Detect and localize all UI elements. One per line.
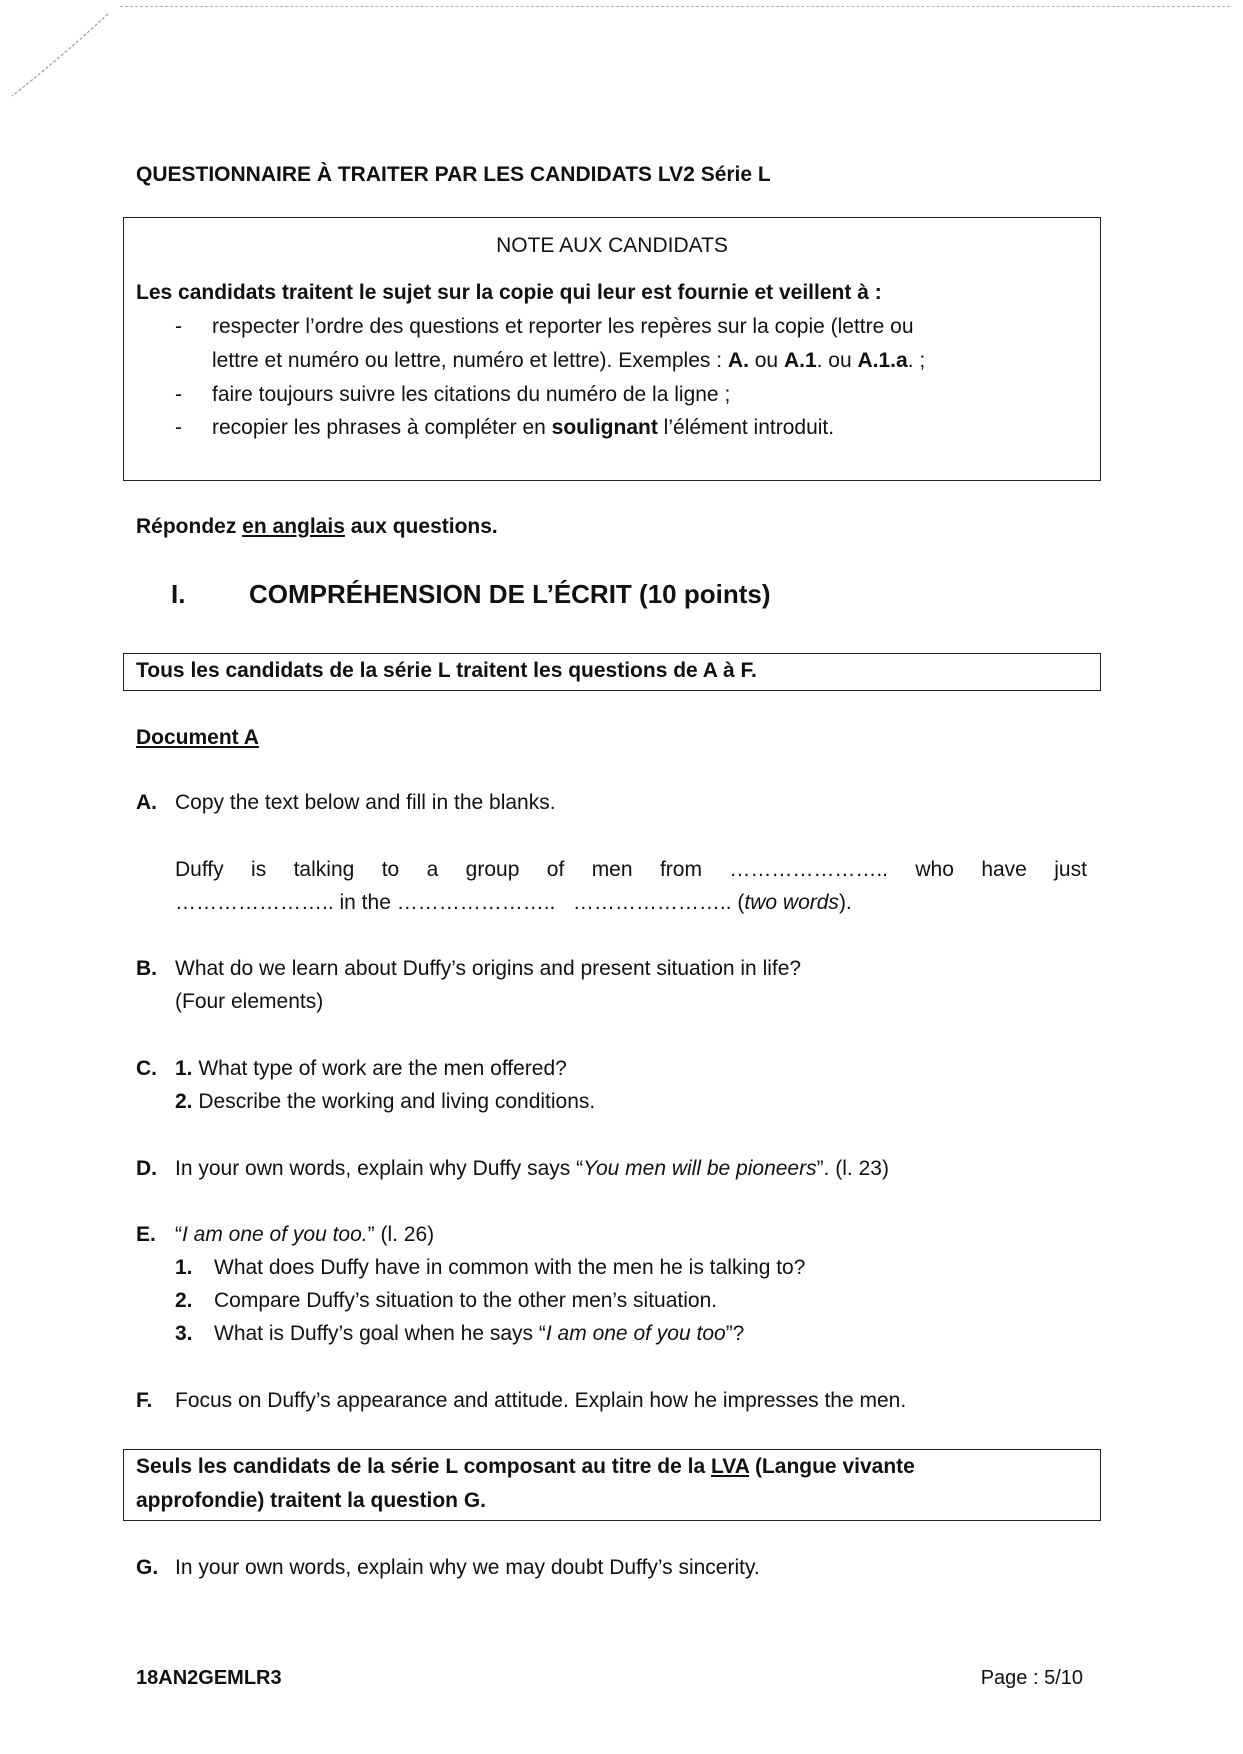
example-a1: A.1 [783, 349, 817, 372]
question-a-fill-line-1 [175, 855, 1087, 884]
question-c2 [175, 1087, 595, 1116]
fill-word: men [591, 858, 633, 881]
question-c1-number: 1. [175, 1057, 193, 1080]
note-item-3-bullet: - [175, 416, 182, 439]
fill-blank: ………………….. in the ………………….. [175, 891, 556, 914]
question-c-letter: C. [136, 1057, 157, 1080]
question-c2-number: 2. [175, 1090, 193, 1113]
question-e2-text: Compare Duffy’s situation to the other men’s situation. [214, 1289, 718, 1312]
note-intro: Les candidats traitent le sujet sur la copie qui leur est fournie et veillent à : [136, 281, 882, 304]
question-a-fill-line-2 [175, 888, 852, 917]
example-a: A. [727, 349, 749, 372]
question-f-text: Focus on Duffy’s appearance and attitude. Explain how he impresses the men. [175, 1389, 907, 1412]
question-d-pre: In your own words, explain why Duffy says “ [175, 1157, 584, 1180]
fill-word: talking [293, 858, 355, 881]
question-e2-number-wrap [175, 1286, 193, 1315]
section-title: COMPRÉHENSION DE L’ÉCRIT (10 points) [249, 579, 771, 609]
question-d-post: ”. (l. 23) [816, 1157, 889, 1180]
note-item-1-end: . ; [907, 349, 926, 372]
question-d-quote: You men will be pioneers [583, 1157, 817, 1180]
scan-border-line [120, 6, 1230, 7]
quote-open: “ [175, 1223, 182, 1246]
note-item-2-bullet: - [175, 383, 182, 406]
fill-word: have [981, 858, 1027, 881]
fill-word: to [381, 858, 400, 881]
question-c2-text: Describe the working and living conditions. [192, 1090, 596, 1113]
note-item-1-line1: respecter l’ordre des questions et reporter les repères sur la copie (lettre ou [212, 315, 914, 338]
question-e3-pre: What is Duffy’s goal when he says “ [214, 1322, 546, 1345]
document-label: Document A [136, 726, 259, 749]
fill-end: ). [838, 891, 852, 914]
question-e3-text [214, 1319, 744, 1348]
note-item-1-ou2: . ou [816, 349, 858, 372]
instruction-post: aux questions. [344, 515, 498, 538]
note-title: NOTE AUX CANDIDATS [496, 234, 728, 257]
note-item-1-line2 [212, 346, 925, 375]
note-item-3-post: l’élément introduit. [657, 416, 835, 439]
question-e1-number: 1. [175, 1256, 193, 1279]
lva-abbrev: LVA [711, 1455, 750, 1478]
question-c1 [175, 1054, 567, 1083]
question-b-letter: B. [136, 957, 157, 980]
section-number: I. [171, 579, 186, 609]
question-b-line2: (Four elements) [175, 990, 324, 1013]
question-c1-text: What type of work are the men offered? [192, 1057, 567, 1080]
note-item-1-text: lettre et numéro ou lettre, numéro et lettre). Exemples : [212, 349, 728, 372]
example-a1a: A.1.a [857, 349, 908, 372]
fill-word: from [659, 858, 702, 881]
footer-code: 18AN2GEMLR3 [136, 1667, 282, 1689]
question-e2-number: 2. [175, 1289, 193, 1312]
question-g-text: In your own words, explain why we may doubt Duffy’s sincerity. [175, 1556, 760, 1579]
fill-word: of [546, 858, 565, 881]
question-e-letter: E. [136, 1223, 156, 1246]
all-candidates-text: Tous les candidats de la série L traitent les questions de A à F. [136, 659, 757, 682]
question-e3-number: 3. [175, 1322, 193, 1345]
question-e1-text: What does Duffy have in common with the men he is talking to? [214, 1256, 806, 1279]
footer-page-number: Page : 5/10 [980, 1667, 1083, 1689]
question-e3-number-wrap [175, 1319, 193, 1348]
fill-word: who [915, 858, 954, 881]
note-item-3-bold: soulignant [551, 416, 658, 439]
fill-hint: two words [744, 891, 839, 914]
fill-word: just [1054, 858, 1087, 881]
fill-blank: ………………….. [572, 891, 732, 914]
question-d-text [175, 1154, 889, 1183]
fill-word: Duffy [175, 858, 224, 881]
lva-post: (Langue vivante [749, 1455, 915, 1478]
note-item-1-ou: ou [748, 349, 784, 372]
quote-close: ” (l. 26) [367, 1223, 435, 1246]
question-g-letter: G. [136, 1556, 159, 1579]
question-e1-number-wrap [175, 1253, 193, 1282]
question-d-letter: D. [136, 1157, 157, 1180]
question-b-line1: What do we learn about Duffy’s origins and present situation in life? [175, 957, 802, 980]
fill-word: group [465, 858, 520, 881]
note-item-3-pre: recopier les phrases à compléter en [212, 416, 552, 439]
answer-instruction [136, 512, 498, 541]
question-a-text: Copy the text below and fill in the blanks. [175, 791, 556, 814]
note-item-3 [212, 413, 834, 442]
fill-word: a [426, 858, 439, 881]
lva-line1 [136, 1452, 915, 1481]
question-e3-post: ”? [725, 1322, 745, 1345]
note-item-2: faire toujours suivre les citations du numéro de la ligne ; [212, 383, 731, 406]
page-title: QUESTIONNAIRE À TRAITER PAR LES CANDIDATS LV2 Série L [136, 163, 771, 186]
fill-word: is [251, 858, 267, 881]
question-e3-quote: I am one of you too [545, 1322, 726, 1345]
lva-line2: approfondie) traitent la question G. [136, 1489, 487, 1512]
note-item-1-bullet: - [175, 315, 182, 338]
fill-paren: ( [731, 891, 745, 914]
question-a-letter: A. [136, 791, 157, 814]
fill-blank: ………………….. [729, 858, 888, 881]
question-e-quote [175, 1220, 434, 1249]
lva-pre: Seuls les candidats de la série L composant au titre de la [136, 1455, 711, 1478]
question-f-letter: F. [136, 1389, 153, 1412]
instruction-underlined: en anglais [242, 515, 345, 538]
question-e-quote-text: I am one of you too. [182, 1223, 368, 1246]
instruction-pre: Répondez [136, 515, 243, 538]
scan-mark [4, 8, 114, 103]
